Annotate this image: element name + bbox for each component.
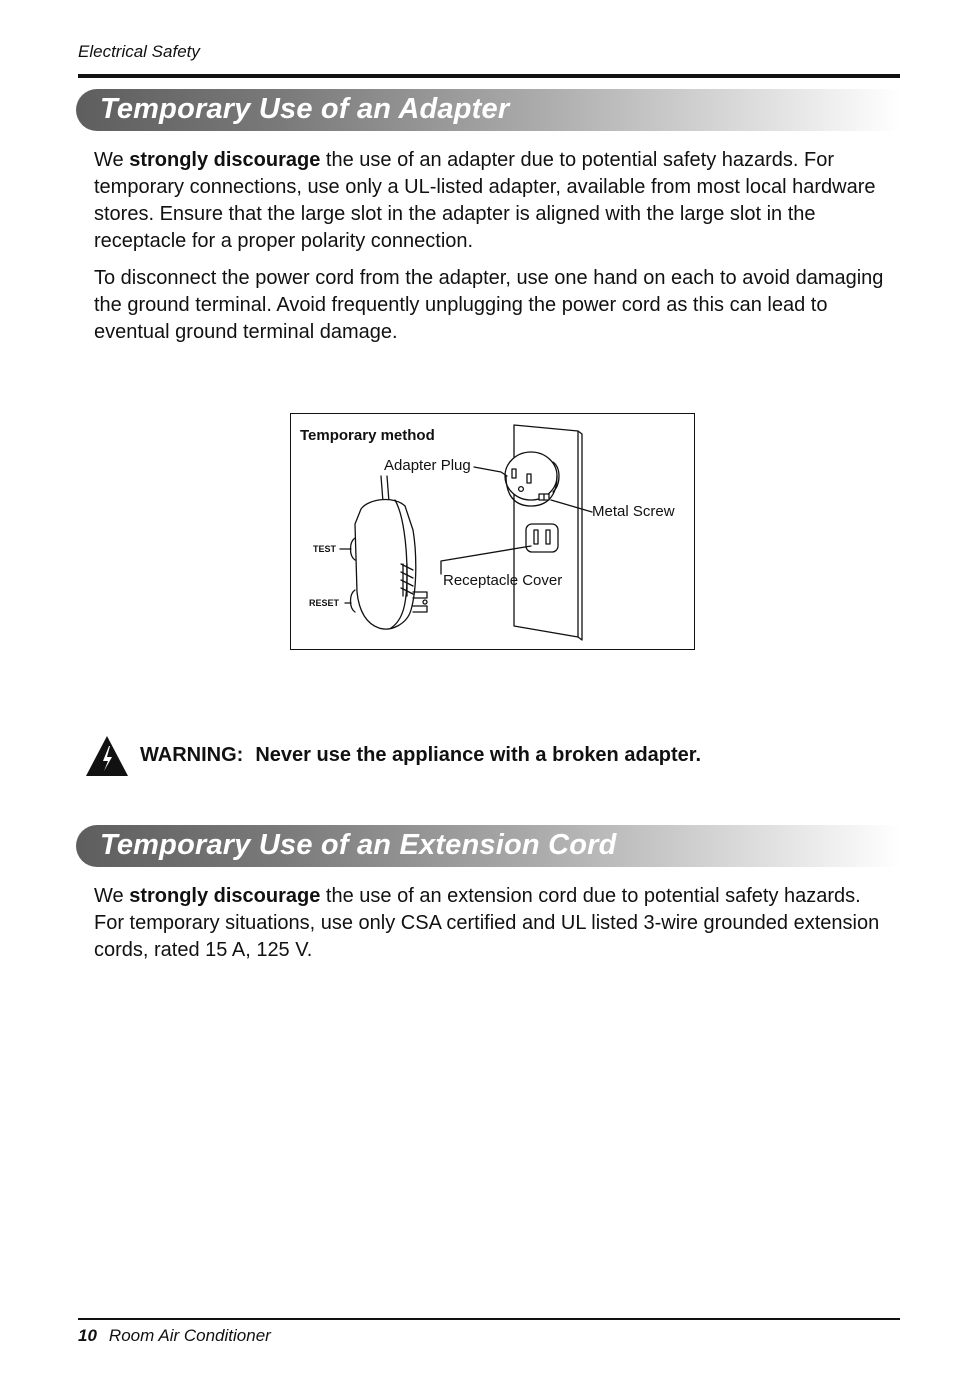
adapter-paragraph-1	[94, 147, 894, 255]
para-emphasis: strongly discourage	[129, 149, 321, 171]
section-header-adapter	[76, 89, 900, 131]
label-metal-screw: Metal Screw	[592, 503, 675, 520]
adapter-figure	[290, 413, 695, 650]
para-rest: the use of an adapter due to potential safety hazards. For temporary connections, use only a UL-listed adapter, available from most local hardware stores. Ensure that the large slot in the adapter is aligned with the large slot in the receptacle for a proper polarity connection.	[94, 149, 876, 252]
para-lead: We	[94, 885, 130, 907]
bottom-rule	[78, 1318, 900, 1320]
para-rest: the use of an extension cord due to potential safety hazards. For temporary situations, use only CSA certified and UL listed 3-wire grounded extension cords, rated 15 A, 125 V.	[94, 885, 880, 961]
figure-title: Temporary method	[300, 427, 435, 444]
warning-body: Never use the appliance with a broken adapter.	[255, 744, 702, 766]
section-title-extension-cord: Temporary Use of an Extension Cord	[100, 829, 617, 861]
adapter-paragraph-2: To disconnect the power cord from the adapter, use one hand on each to avoid damaging the ground terminal. Avoid frequently unplugging the power cord as this can lead to eventual ground terminal damage.	[94, 267, 884, 343]
page-footer	[78, 1326, 271, 1346]
para-lead: We	[94, 149, 130, 171]
label-reset-button: RESET	[309, 598, 340, 608]
warning-message	[140, 744, 701, 767]
label-test-button: TEST	[313, 544, 337, 554]
warning-icon	[84, 734, 130, 778]
running-head: Electrical Safety	[78, 42, 200, 61]
top-rule	[78, 74, 900, 78]
adapter-illustration	[291, 414, 696, 651]
section-header-extension-cord	[76, 825, 900, 867]
para-emphasis: strongly discourage	[129, 885, 321, 907]
page-number: 10	[78, 1326, 97, 1345]
label-receptacle-cover: Receptacle Cover	[443, 572, 563, 589]
extension-cord-paragraph	[94, 883, 894, 964]
footer-title: Room Air Conditioner	[108, 1326, 271, 1345]
label-adapter-plug: Adapter Plug	[384, 457, 471, 474]
section-title-adapter: Temporary Use of an Adapter	[100, 93, 510, 125]
warning-label: WARNING:	[140, 744, 244, 766]
